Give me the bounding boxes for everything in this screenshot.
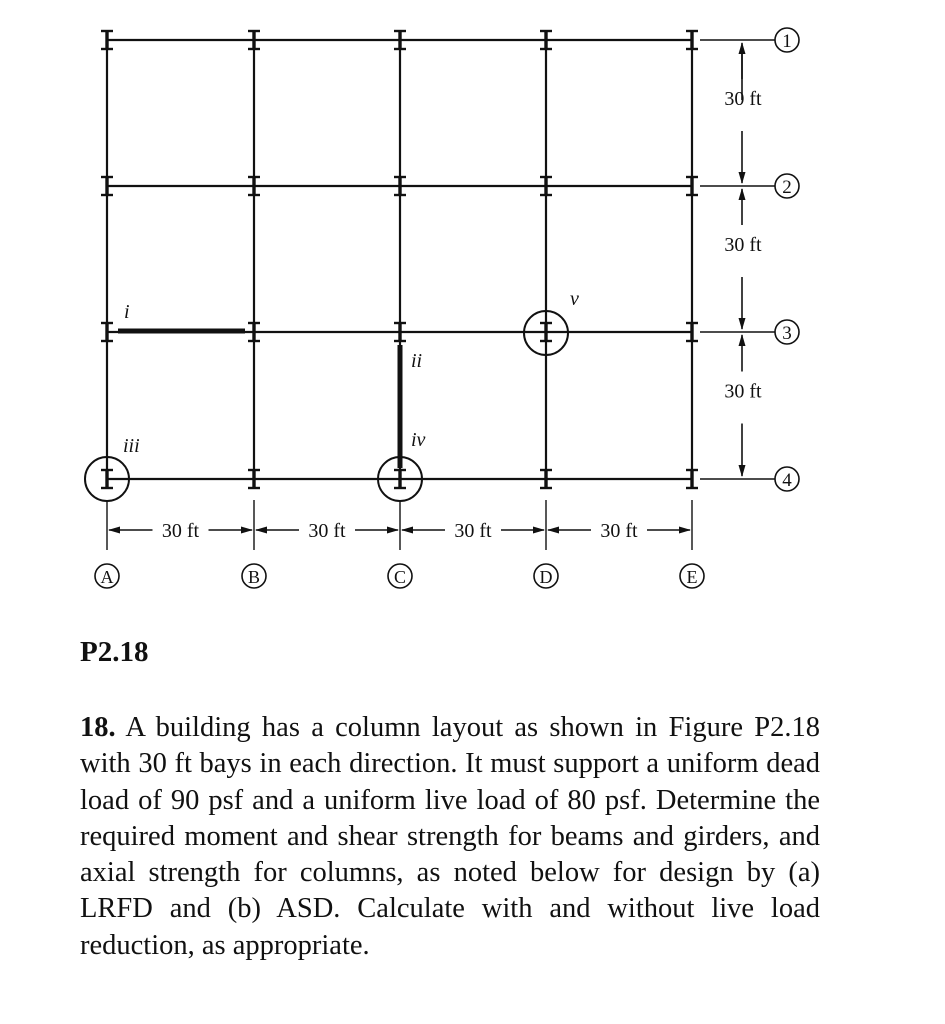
horizontal-dimension-label: 30 ft	[454, 520, 492, 542]
svg-text:4: 4	[782, 470, 792, 491]
vertical-dimension-label: 30 ft	[724, 380, 762, 403]
svg-text:E: E	[686, 567, 698, 587]
column-bubble-A	[95, 564, 119, 588]
svg-text:1: 1	[782, 31, 792, 52]
svg-text:D: D	[539, 567, 553, 587]
svg-text:2: 2	[782, 177, 792, 198]
problem-text: A building has a column layout as shown in Figure P2.18 with 30 ft bays in each direction. It must support a uniform dead load of 90 psf and a uniform live load of 80 psf. Determine the required moment and shear strength for beams and girders, and axial strength for columns, as noted below for design by (a) LRFD and (b) ASD. Calculate with and without live load reduction, as appropriate.	[80, 712, 820, 961]
svg-text:B: B	[247, 567, 261, 587]
vertical-dimension-3	[724, 335, 762, 476]
column-bubble-E	[680, 564, 704, 588]
svg-text:A: A	[100, 567, 114, 587]
vertical-dimension-2	[724, 189, 762, 329]
horizontal-dimension-3	[402, 520, 544, 542]
horizontal-dimension-1	[109, 520, 252, 542]
grid-bubbles	[95, 28, 799, 588]
member-label-iv: iv	[411, 429, 426, 451]
svg-text:C: C	[393, 567, 407, 587]
horizontal-dimension-label: 30 ft	[161, 520, 200, 542]
horizontal-dimension-2	[256, 520, 398, 542]
member-label-i: i	[124, 301, 130, 323]
member-label-iii: iii	[123, 435, 140, 457]
member-label-v: v	[570, 288, 579, 310]
horizontal-dimension-label: 30 ft	[308, 520, 346, 542]
vertical-dimension-1	[724, 43, 762, 183]
column-bubble-B	[242, 564, 266, 588]
member-label-ii: ii	[411, 350, 423, 372]
row-bubble-4	[775, 467, 799, 491]
problem-statement	[80, 710, 820, 964]
figure-caption: P2.18	[80, 636, 149, 668]
row-bubble-3	[775, 320, 799, 344]
column-bubble-C	[388, 564, 412, 588]
svg-text:3: 3	[782, 323, 792, 344]
vertical-dimension-label: 30 ft	[724, 234, 762, 256]
row-bubble-1	[775, 28, 799, 52]
horizontal-dimension-arrows	[107, 500, 692, 550]
horizontal-dimension-label: 30 ft	[600, 520, 638, 542]
column-bubble-D	[534, 564, 558, 588]
horizontal-dimension-4	[548, 520, 690, 542]
problem-number: 18.	[80, 712, 116, 743]
row-bubble-2	[775, 174, 799, 198]
vertical-dimension-label: 30 ft	[724, 88, 762, 110]
vertical-dimension-arrows	[724, 43, 762, 476]
